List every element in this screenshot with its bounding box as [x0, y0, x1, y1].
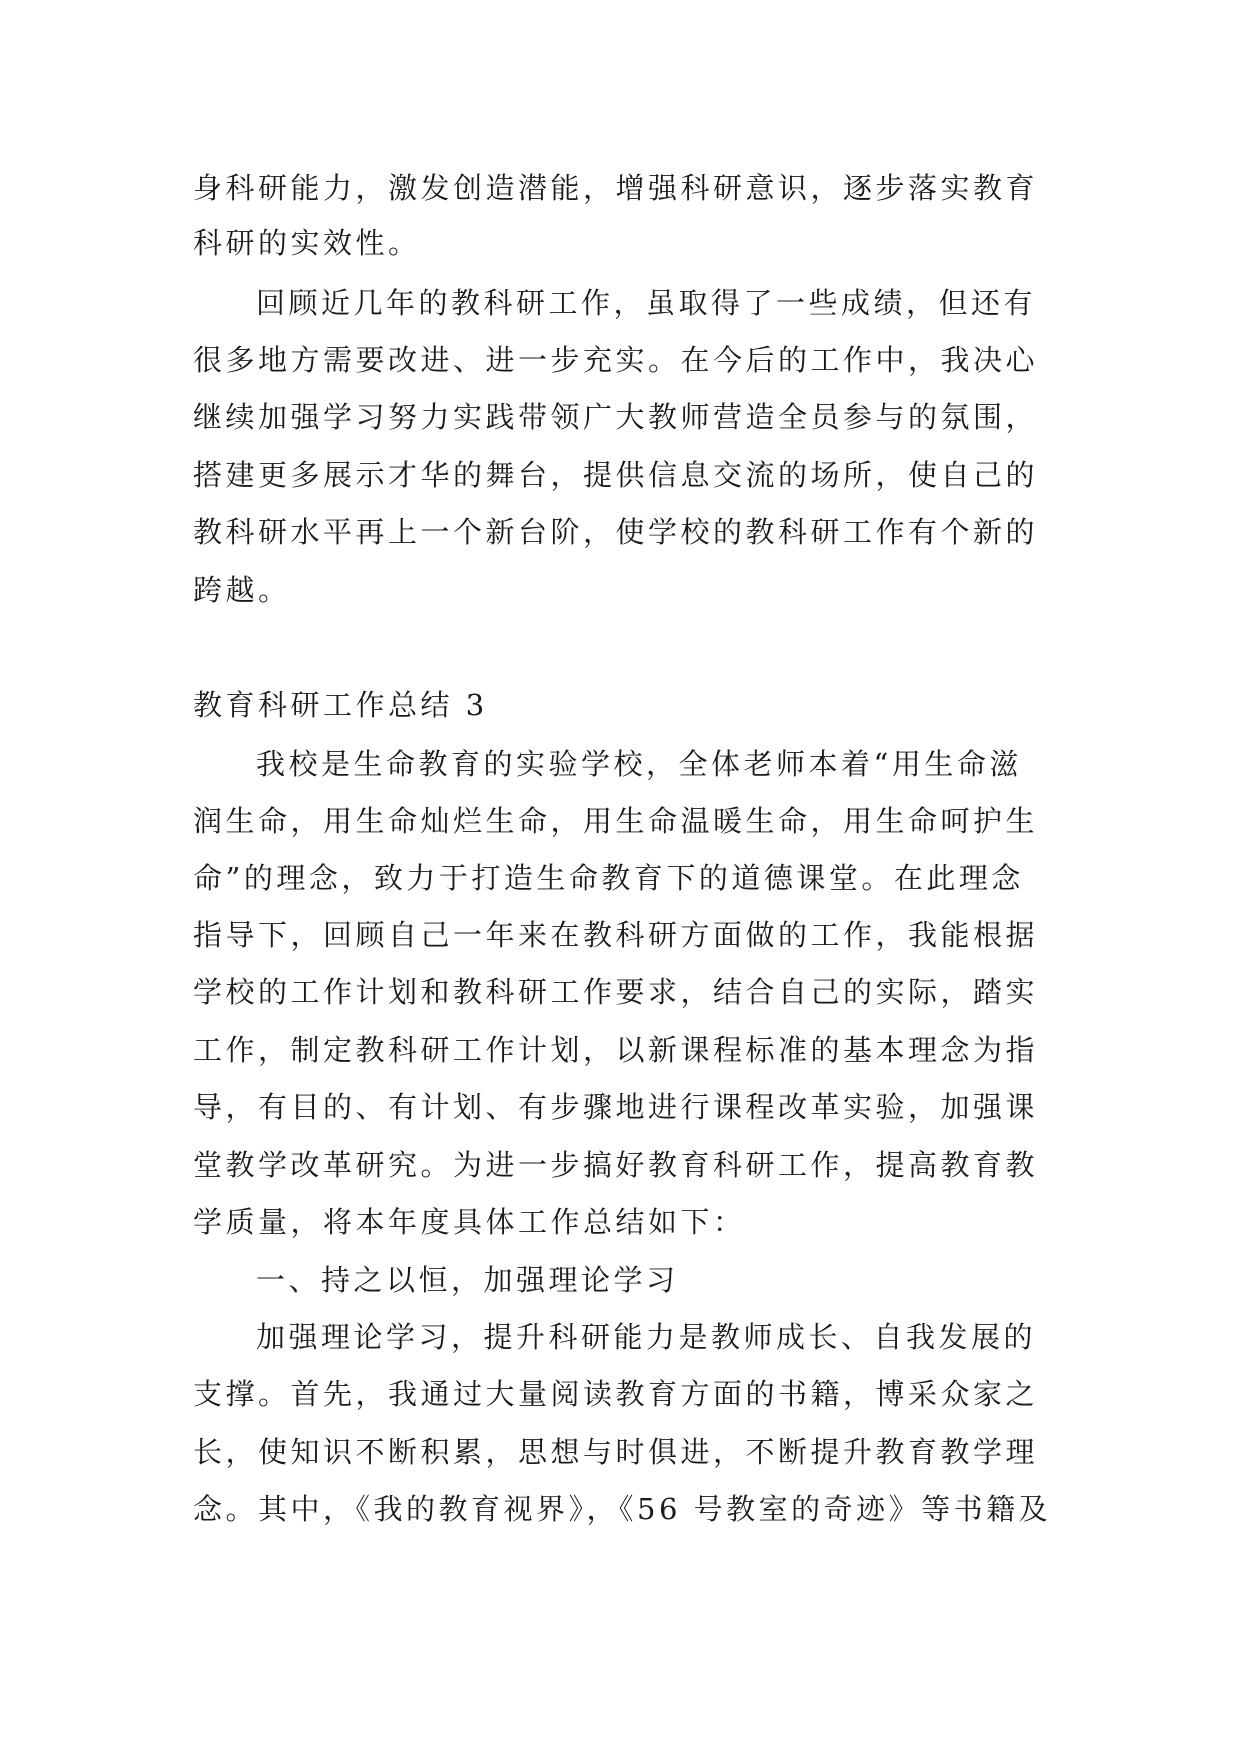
paragraph-line: 工作，制定教科研工作计划，以新课程标准的基本理念为指: [193, 1033, 1039, 1067]
paragraph-line: 教科研水平再上一个新台阶，使学校的教科研工作有个新的: [193, 515, 1039, 549]
paragraph-line: 我校是生命教育的实验学校，全体老师本着“用生命滋: [256, 747, 1022, 781]
paragraph-line: 科研的实效性。: [193, 226, 421, 260]
section-heading: 教育科研工作总结 3: [193, 688, 488, 722]
paragraph-line: 命”的理念，致力于打造生命教育下的道德课堂。在此理念: [193, 861, 1024, 895]
paragraph-line: 长，使知识不断积累，思想与时俱进，不断提升教育教学理: [193, 1435, 1039, 1469]
paragraph-line: 指导下，回顾自己一年来在教科研方面做的工作，我能根据: [193, 918, 1039, 952]
paragraph-line: 导，有目的、有计划、有步骤地进行课程改革实验，加强课: [193, 1090, 1039, 1124]
paragraph-line: 润生命，用生命灿烂生命，用生命温暖生命，用生命呵护生: [193, 804, 1039, 838]
subsection-title: 一、持之以恒，加强理论学习: [256, 1263, 679, 1297]
paragraph-line: 加强理论学习，提升科研能力是教师成长、自我发展的: [256, 1320, 1037, 1354]
paragraph-line: 跨越。: [193, 573, 291, 607]
paragraph-line: 很多地方需要改进、进一步充实。在今后的工作中，我决心: [193, 343, 1039, 377]
paragraph-line: 身科研能力，激发创造潜能，增强科研意识，逐步落实教育: [193, 171, 1039, 205]
paragraph-line: 回顾近几年的教科研工作，虽取得了一些成绩，但还有: [256, 286, 1037, 320]
paragraph-line: 搭建更多展示才华的舞台，提供信息交流的场所，使自己的: [193, 458, 1039, 492]
paragraph-line: 学校的工作计划和教科研工作要求，结合自己的实际，踏实: [193, 975, 1039, 1009]
paragraph-line: 学质量，将本年度具体工作总结如下：: [193, 1205, 746, 1239]
paragraph-line: 堂教学改革研究。为进一步搞好教育科研工作，提高教育教: [193, 1148, 1039, 1182]
paragraph-line: 念。其中，《我的教育视界》，《56 号教室的奇迹》等书籍及: [193, 1492, 1052, 1526]
paragraph-line: 继续加强学习努力实践带领广大教师营造全员参与的氛围，: [193, 400, 1039, 434]
paragraph-line: 支撑。首先，我通过大量阅读教育方面的书籍，博采众家之: [193, 1377, 1039, 1411]
